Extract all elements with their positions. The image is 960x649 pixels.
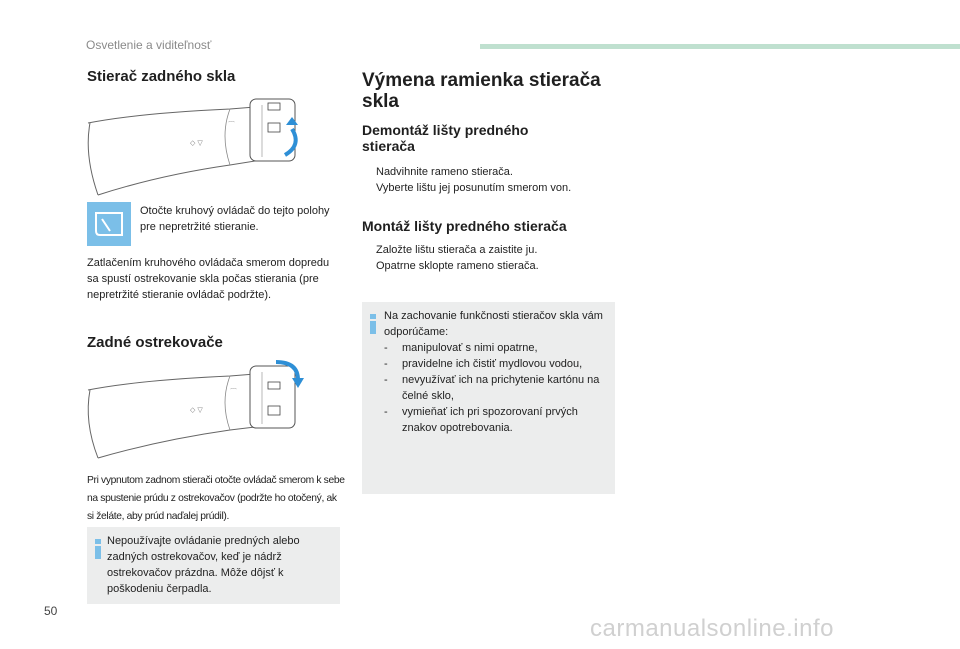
list-item: Opatrne sklopte rameno stierača. [376, 260, 539, 272]
removal-steps [362, 164, 622, 196]
rear-washers-text: Pri vypnutom zadnom stierači otočte ovládač smerom k sebe na spustenie prúdu z ostrekovačov (podržte ho otočený, ak si želáte, aby prúd naďalej prúdil). [87, 475, 345, 522]
list-item: - nevyužívať ich na prichytenie kartónu na čelné sklo, [384, 374, 600, 402]
fitting-heading: Montáž lišty predného stierača [362, 218, 567, 234]
rear-washers-heading: Zadné ostrekovače [87, 334, 223, 351]
fitting-steps [362, 242, 622, 274]
rear-wiper-heading: Stierač zadného skla [87, 68, 236, 85]
header-bar [480, 44, 960, 49]
svg-text:◇ ▽: ◇ ▽ [190, 407, 203, 414]
list-item: Vyberte lištu jej posunutím smerom von. [376, 182, 572, 194]
svg-text:◇ ▽: ◇ ▽ [190, 140, 203, 147]
list-item: - pravidelne ich čistiť mydlovou vodou, [384, 358, 583, 370]
rear-washers-info-text: Nepoužívajte ovládanie predných alebo zadných ostrekovačov, keď je nádrž ostrekovačov prázdna. Môže dôjsť k poškodeniu čerpadla. [107, 535, 300, 595]
wiper-care-intro: Na zachovanie funkčnosti stieračov skla vám odporúčame: [384, 310, 603, 338]
info-icon [95, 539, 101, 559]
watermark: carmanualsonline.info [590, 615, 834, 642]
wiper-blade-title: Výmena ramienka stierača skla [362, 70, 601, 112]
list-item: - manipulovať s nimi opatrne, [384, 342, 538, 354]
list-item: - vymieňať ich pri spozorovaní prvých znakov opotrebovania. [384, 406, 578, 434]
wiper-care-list [384, 340, 608, 436]
list-item: Založte lištu stierača a zaistite ju. [376, 244, 538, 256]
list-item: Nadvihnite rameno stierača. [376, 166, 513, 178]
wiper-care-info-box [362, 302, 615, 494]
page-number: 50 [44, 604, 58, 618]
rear-washers-info-box [87, 527, 340, 604]
section-title: Osvetlenie a viditeľnosť [86, 38, 212, 52]
rear-wiper-continuous-icon [87, 202, 131, 246]
wiper-stalk-illustration-1 [80, 95, 320, 200]
rear-wiper-push-text: Zatlačením kruhového ovládača smerom dopredu sa spustí ostrekovanie skla počas stierania (pre nepretržité stieranie ovládač podržte). [87, 257, 330, 301]
svg-text:⌒: ⌒ [230, 389, 237, 396]
wiper-stalk-illustration-2 [80, 358, 320, 463]
info-icon [370, 314, 376, 334]
svg-text:⌒: ⌒ [228, 122, 235, 129]
rear-wiper-icon-instruction: Otočte kruhový ovládač do tejto polohy pre nepretržité stieranie. [140, 205, 330, 233]
wiper-care-info-text [384, 308, 608, 436]
removal-heading: Demontáž lišty predného stierača [362, 122, 529, 154]
